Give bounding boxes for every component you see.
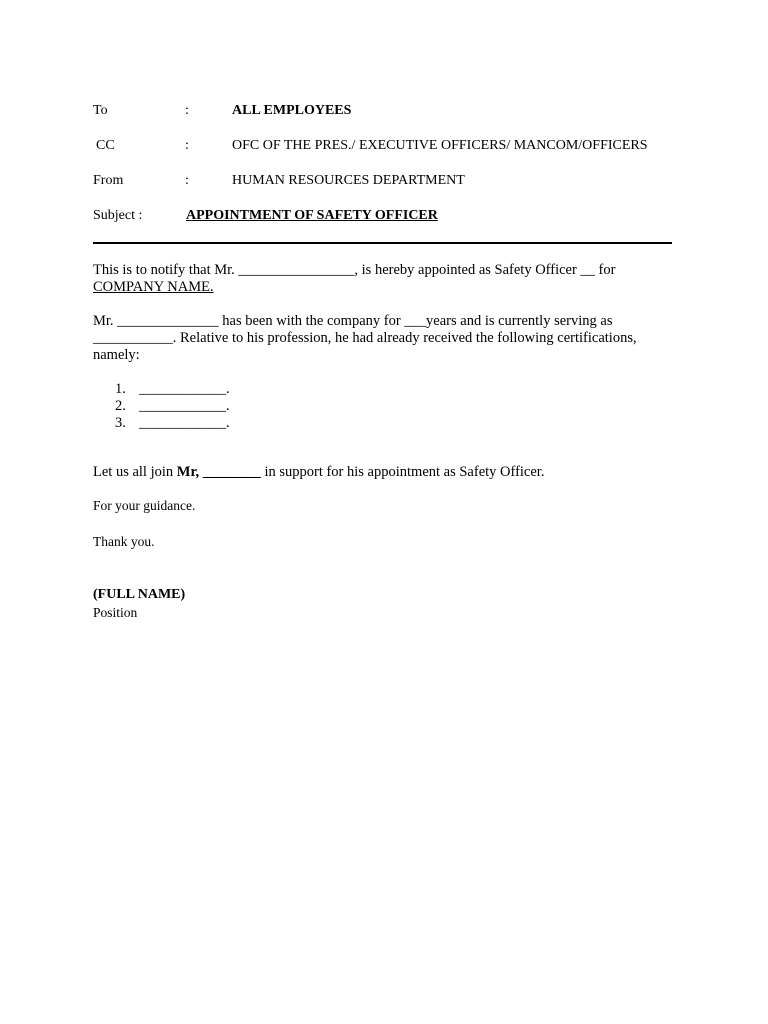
memo-to-row xyxy=(93,101,683,121)
memo-cc-label: CC xyxy=(96,138,115,153)
notification-paragraph xyxy=(93,262,673,296)
memo-from-colon: : xyxy=(185,173,189,188)
memo-cc-colon: : xyxy=(185,138,189,153)
header-divider xyxy=(93,242,672,244)
memo-from-label: From xyxy=(93,173,124,188)
signatory-name: (FULL NAME) xyxy=(93,587,186,602)
thanks-line: Thank you. xyxy=(93,534,155,549)
support-text-post: in support for his appointment as Safety Officer. xyxy=(260,464,545,480)
memo-to-value: ALL EMPLOYEES xyxy=(232,103,352,118)
support-paragraph xyxy=(93,464,673,481)
list-number: 3. xyxy=(115,415,126,431)
list-number: 2. xyxy=(115,398,126,414)
background-paragraph: Mr. ______________ has been with the company for ___years and is currently serving as ___________. Relative to his profession, he had already received the following certifications, namely: xyxy=(93,313,637,363)
list-blank: ____________. xyxy=(139,381,230,397)
memo-cc-value: OFC OF THE PRES./ EXECUTIVE OFFICERS/ MANCOM/OFFICERS xyxy=(232,138,648,153)
signatory-position: Position xyxy=(93,605,138,620)
memo-cc-row xyxy=(93,136,683,156)
memo-from-row xyxy=(93,171,683,191)
memo-subject-value: APPOINTMENT OF SAFETY OFFICER xyxy=(186,208,438,223)
memo-to-label: To xyxy=(93,103,108,118)
list-blank: ____________. xyxy=(139,415,230,431)
notification-text: This is to notify that Mr. ________________, is hereby appointed as Safety Officer __ for xyxy=(93,262,616,278)
support-text-pre: Let us all join xyxy=(93,464,177,480)
list-blank: ____________. xyxy=(139,398,230,414)
memo-subject-row xyxy=(93,206,683,226)
memo-to-colon: : xyxy=(185,103,189,118)
guidance-line: For your guidance. xyxy=(93,498,196,513)
memo-from-value: HUMAN RESOURCES DEPARTMENT xyxy=(232,173,465,188)
company-name: COMPANY NAME. xyxy=(93,279,214,295)
support-text-name: Mr, ________ xyxy=(176,464,261,480)
memo-subject-label: Subject : xyxy=(93,208,143,223)
list-number: 1. xyxy=(115,381,126,397)
